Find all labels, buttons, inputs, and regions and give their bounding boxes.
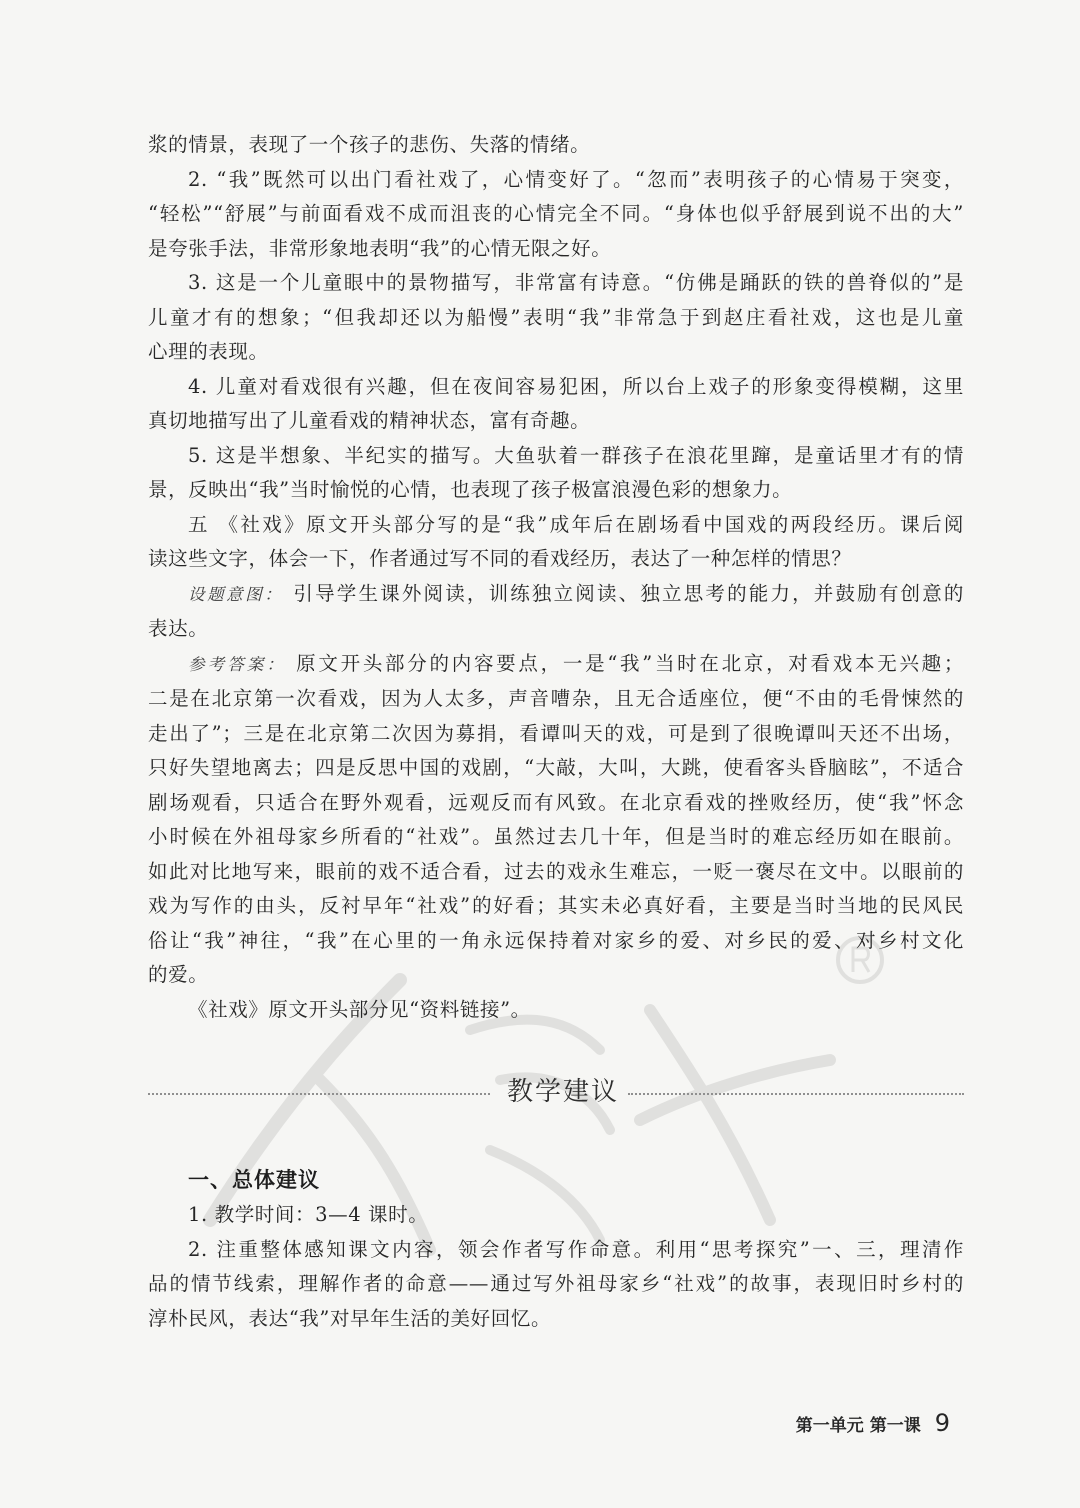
page-footer [796, 1408, 950, 1441]
design-intent-line [148, 577, 964, 613]
reference-answer-line: 剧场观看，只适合在野外观看，远观反而有风致。在北京看戏的挫败经历，使“我”怀念 [148, 790, 964, 814]
paragraph-line: 5. 这是半想象、半纪实的描写。大鱼驮着一群孩子在浪花里蹿，是童话里才有的情 [188, 443, 964, 467]
paragraph-line: 景，反映出“我”当时愉悦的心情，也表现了孩子极富浪漫色彩的想象力。 [148, 478, 793, 501]
page-number: 9 [934, 1409, 950, 1437]
paragraph-line: 4. 儿童对看戏很有兴趣，但在夜间容易犯困，所以台上戏子的形象变得模糊，这里 [188, 374, 964, 398]
reference-answer-line: 走出了”；三是在北京第二次因为募捐，看谭叫天的戏，可是到了很晚谭叫天还不出场， [148, 721, 964, 745]
paragraph-line: “轻松”“舒展”与前面看戏不成而沮丧的心情完全不同。“身体也似乎舒展到说不出的大” [148, 202, 964, 225]
divider-rule-right [628, 1093, 964, 1095]
paragraph-line: 3. 这是一个儿童眼中的景物描写，非常富有诗意。“仿佛是踊跃的铁的兽脊似的”是 [188, 271, 964, 294]
advice-line: 2. 注重整体感知课文内容，领会作者写作命意。利用“思考探究”一、三，理清作 [188, 1237, 964, 1261]
advice-line: 淳朴民风，表达“我”对早年生活的美好回忆。 [148, 1306, 552, 1330]
design-intent-line: 表达。 [148, 617, 209, 640]
reference-answer-line: 俗让“我”神往，“我”在心里的一角永远保持着对家乡的爱、对乡民的爱、对乡村文化 [148, 928, 964, 952]
reference-answer-line: 小时候在外祖母家乡所看的“社戏”。虽然过去几十年，但是当时的难忘经历如在眼前。 [148, 825, 964, 848]
reference-answer-line: 戏为写作的由头，反衬早年“社戏”的好看；其实未必真好看，主要是当时当地的民风民 [148, 894, 964, 917]
reference-answer-text: 原文开头部分的内容要点，一是“我”当时在北京，对看戏本无兴趣； [296, 651, 964, 675]
paragraph-line: 心理的表现。 [148, 340, 269, 363]
advice-heading: 一、总体建议 [188, 1168, 320, 1192]
reference-answer-line: 如此对比地写来，眼前的戏不适合看，过去的戏永生难忘，一贬一褒尽在文中。以眼前的 [148, 859, 964, 883]
reference-answer-label: 参考答案： [188, 654, 287, 674]
answer-section [148, 128, 964, 1027]
design-intent-text: 引导学生课外阅读，训练独立阅读、独立思考的能力，并鼓励有创意的 [293, 581, 964, 605]
reference-answer-line [148, 647, 964, 683]
paragraph-line: 儿童才有的想象；“但我却还以为船慢”表明“我”非常急于到赵庄看社戏，这也是儿童 [148, 305, 964, 329]
teaching-advice [148, 1162, 964, 1336]
reference-answer-line: 二是在北京第一次看戏，因为人太多，声音嘈杂，且无合适座位，便“不由的毛骨悚然的 [148, 687, 964, 710]
advice-line: 品的情节线索，理解作者的命意——通过写外祖母家乡“社戏”的故事，表现旧时乡村的 [148, 1272, 964, 1295]
paragraph-line: 真切地描写出了儿童看戏的精神状态，富有奇趣。 [148, 409, 591, 432]
paragraph-line: 是夸张手法，非常形象地表明“我”的心情无限之好。 [148, 236, 612, 260]
advice-line: 1. 教学时间：3—4 课时。 [188, 1203, 429, 1226]
divider-rule-left [148, 1093, 490, 1095]
reference-answer-line: 的爱。 [148, 963, 209, 986]
section-divider [148, 1072, 964, 1112]
resource-note: 《社戏》原文开头部分见“资料链接”。 [188, 997, 531, 1021]
section-title: 教学建议 [506, 1077, 619, 1107]
paragraph-line: 2. “我”既然可以出门看社戏了，心情变好了。“忽而”表明孩子的心情易于突变， [188, 167, 964, 191]
footer-label: 第一单元 第一课 [795, 1416, 921, 1436]
reference-answer-line: 只好失望地离去；四是反思中国的戏剧，“大敲，大叫，大跳，使看客头昏脑眩”，不适合 [148, 756, 964, 779]
question-line: 五 《社戏》原文开头部分写的是“我”成年后在剧场看中国戏的两段经历。课后阅 [188, 512, 964, 536]
design-intent-label: 设题意图： [188, 584, 284, 604]
paragraph-line: 浆的情景，表现了一个孩子的悲伤、失落的情绪。 [148, 133, 591, 156]
question-line: 读这些文字，体会一下，作者通过写不同的看戏经历，表达了一种怎样的情思？ [148, 547, 852, 570]
